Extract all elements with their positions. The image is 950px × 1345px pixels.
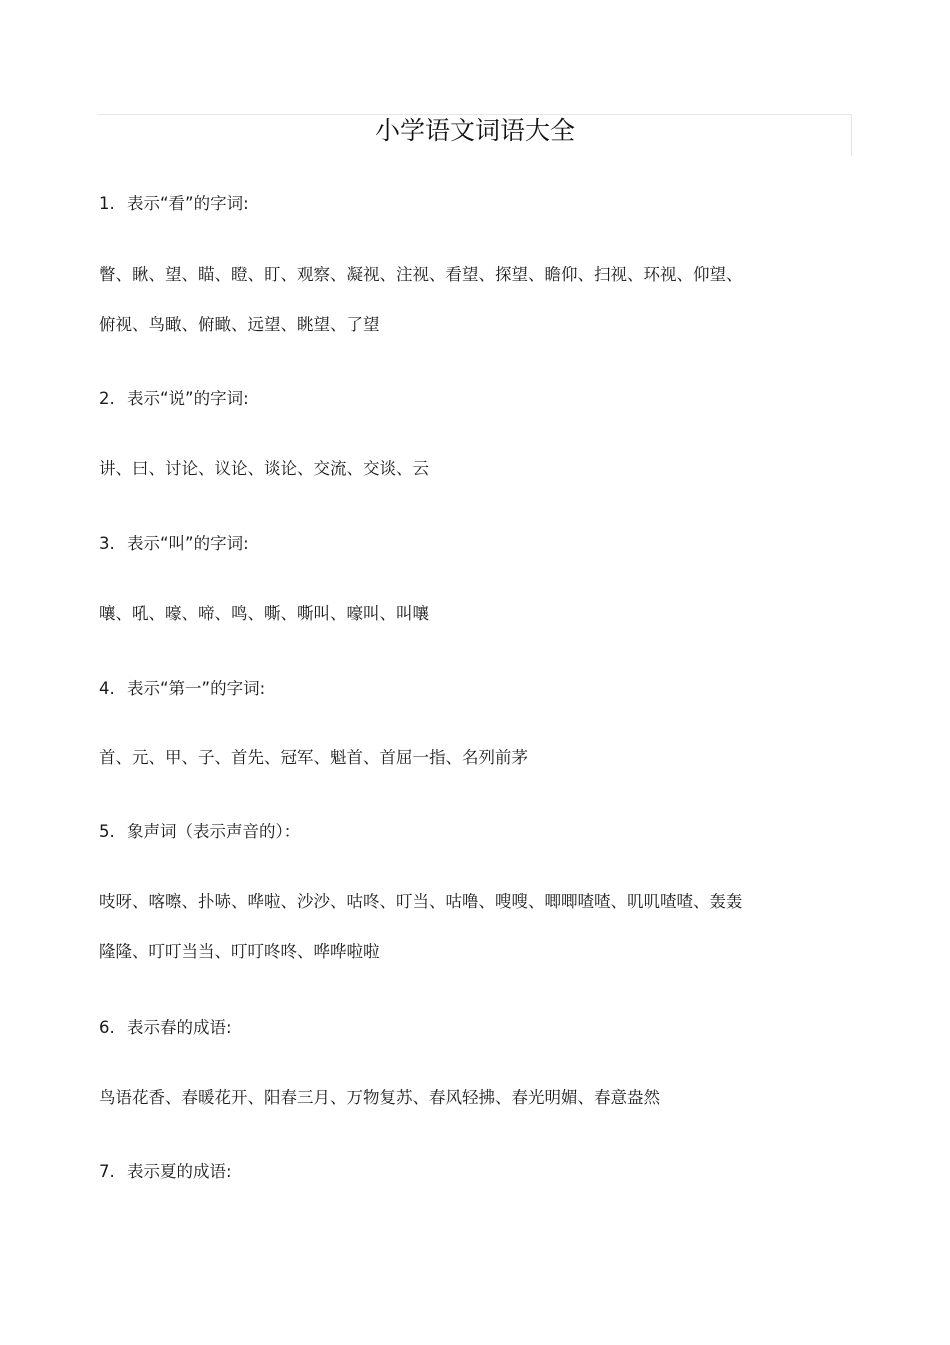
word-line: 首、元、甲、子、首先、冠军、魁首、首屈一指、名列前茅 [99, 748, 528, 767]
section-number: 7. [99, 1162, 115, 1181]
section-heading-6 [99, 1014, 232, 1038]
section-heading-5 [99, 818, 300, 842]
section-words-5 [99, 890, 743, 990]
section-heading-4 [99, 675, 265, 699]
word-line: 嚷、吼、嚎、啼、鸣、嘶、嘶叫、嚎叫、叫嚷 [99, 604, 429, 623]
word-line: 瞥、瞅、望、瞄、瞪、盯、观察、凝视、注视、看望、探望、瞻仰、扫视、环视、仰望、 [99, 265, 743, 284]
word-line: 讲、曰、讨论、议论、谈论、交流、交谈、云 [99, 459, 429, 478]
section-heading-2 [99, 385, 249, 409]
section-title: 表示“叫”的字词: [127, 534, 249, 553]
word-line: 隆隆、叮叮当当、叮叮咚咚、哗哗啦啦 [99, 942, 380, 961]
section-title: 表示春的成语: [127, 1018, 232, 1037]
section-number: 5. [99, 822, 115, 841]
section-number: 1. [99, 194, 115, 213]
word-line: 吱呀、喀嚓、扑哧、哗啦、沙沙、咕咚、叮当、咕噜、嗖嗖、唧唧喳喳、叽叽喳喳、轰轰 [99, 892, 743, 911]
section-words-6 [99, 1086, 660, 1136]
section-heading-3 [99, 530, 249, 554]
section-title: 表示夏的成语: [127, 1162, 232, 1181]
section-number: 3. [99, 534, 115, 553]
word-line: 俯视、鸟瞰、俯瞰、远望、眺望、了望 [99, 315, 380, 334]
word-line: 鸟语花香、春暖花开、阳春三月、万物复苏、春风轻拂、春光明媚、春意盎然 [99, 1088, 660, 1107]
section-title: 表示“说”的字词: [127, 389, 249, 408]
section-number: 6. [99, 1018, 115, 1037]
section-heading-7 [99, 1158, 232, 1182]
section-title: 象声词（表示声音的）： [127, 822, 301, 841]
section-title: 表示“第一”的字词: [127, 679, 266, 698]
section-words-3 [99, 602, 429, 652]
section-number: 4. [99, 679, 115, 698]
section-title: 表示“看”的字词: [127, 194, 249, 213]
section-words-1 [99, 263, 743, 363]
section-words-4 [99, 746, 528, 796]
section-heading-1 [99, 190, 249, 214]
section-number: 2. [99, 389, 115, 408]
page-title: 小学语文词语大全 [374, 116, 575, 145]
section-words-2 [99, 457, 429, 507]
